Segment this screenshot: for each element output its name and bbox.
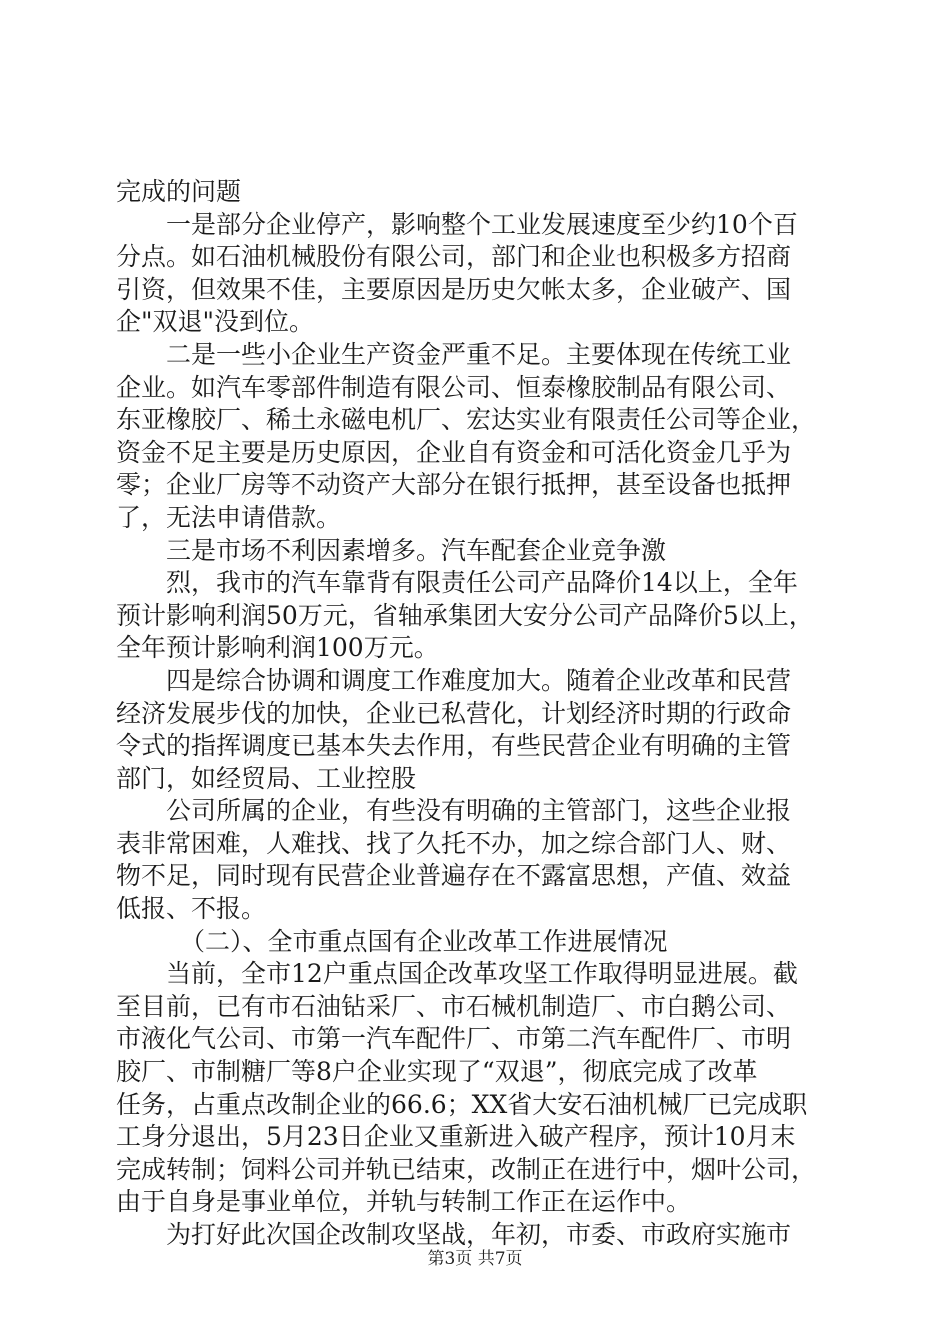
text-line: 东亚橡胶厂、稀土永磁电机厂、宏达实业有限责任公司等企业，	[116, 405, 817, 435]
text-line: 企业。如汽车零部件制造有限公司、恒泰橡胶制品有限公司、	[116, 372, 792, 402]
text-line: 物不足，同时现有民营企业普遍存在不露富思想，产值、效益	[116, 861, 792, 891]
text-line: 烈，我市的汽车靠背有限责任公司产品降价14以上，全年	[166, 568, 798, 598]
text-line: 为打好此次国企改制攻坚战，年初，市委、市政府实施市	[166, 1220, 792, 1249]
text-line: 四是综合协调和调度工作难度加大。随着企业改革和民营	[166, 665, 792, 695]
text-line: 胶厂、市制糖厂等8户企业实现了“双退”，彻底完成了改革	[116, 1057, 758, 1087]
section-heading: （二）、全市重点国有企业改革工作进展情况	[180, 926, 668, 956]
document-body	[116, 176, 838, 1252]
text-line: 完成转制；饲料公司并轨已结束，改制正在进行中，烟叶公司，	[116, 1154, 817, 1184]
text-line: 市液化气公司、市第一汽车配件厂、市第二汽车配件厂、市明	[116, 1024, 792, 1054]
text-line: 工身分退出，5月23日企业又重新进入破产程序，预计10月末	[116, 1122, 796, 1152]
text-line: 部门，如经贸局、工业控股	[116, 763, 417, 793]
text-line: 预计影响利润50万元，省轴承集团大安分公司产品降价5以上，	[116, 600, 814, 630]
text-line: 二是一些小企业生产资金严重不足。主要体现在传统工业	[166, 339, 792, 369]
text-line: 经济发展步伐的加快，企业已私营化，计划经济时期的行政命	[116, 698, 792, 728]
text-line: 引资，但效果不佳，主要原因是历史欠帐太多，企业破产、国	[116, 274, 792, 304]
text-line: 三是市场不利因素增多。汽车配套企业竞争激	[166, 535, 667, 565]
text-line: 了，无法申请借款。	[116, 502, 342, 532]
text-line: 完成的问题	[116, 177, 242, 206]
text-line: 表非常困难，人难找、找了久托不办，加之综合部门人、财、	[116, 828, 792, 858]
text-line: 至目前，已有市石油钻采厂、市石械机制造厂、市白鹅公司、	[116, 991, 792, 1021]
text-line: 零；企业厂房等不动资产大部分在银行抵押，甚至设备也抵押	[116, 470, 792, 500]
text-line: 由于自身是事业单位，并轨与转制工作正在运作中。	[116, 1187, 692, 1217]
text-line: 低报、不报。	[116, 894, 267, 924]
text-line: 分点。如石油机械股份有限公司，部门和企业也积极多方招商	[116, 242, 792, 272]
text-line: 令式的指挥调度已基本失去作用，有些民营企业有明确的主管	[116, 731, 792, 761]
page-footer	[0, 1244, 950, 1269]
text-line: 全年预计影响利润100万元。	[116, 633, 439, 663]
text-line: 资金不足主要是历史原因，企业自有资金和可活化资金几乎为	[116, 437, 792, 467]
text-line: 企"双退"没到位。	[116, 307, 314, 337]
text-line: 公司所属的企业，有些没有明确的主管部门，这些企业报	[166, 796, 792, 826]
text-line: 当前，全市12户重点国企改革攻坚工作取得明显进展。截	[166, 959, 798, 989]
text-line: 一是部分企业停产，影响整个工业发展速度至少约10个百	[166, 209, 798, 239]
page-number-label: 第3页 共7页	[427, 1249, 523, 1269]
text-line: 任务，占重点改制企业的66.6；XX省大安石油机械厂已完成职	[116, 1089, 808, 1119]
